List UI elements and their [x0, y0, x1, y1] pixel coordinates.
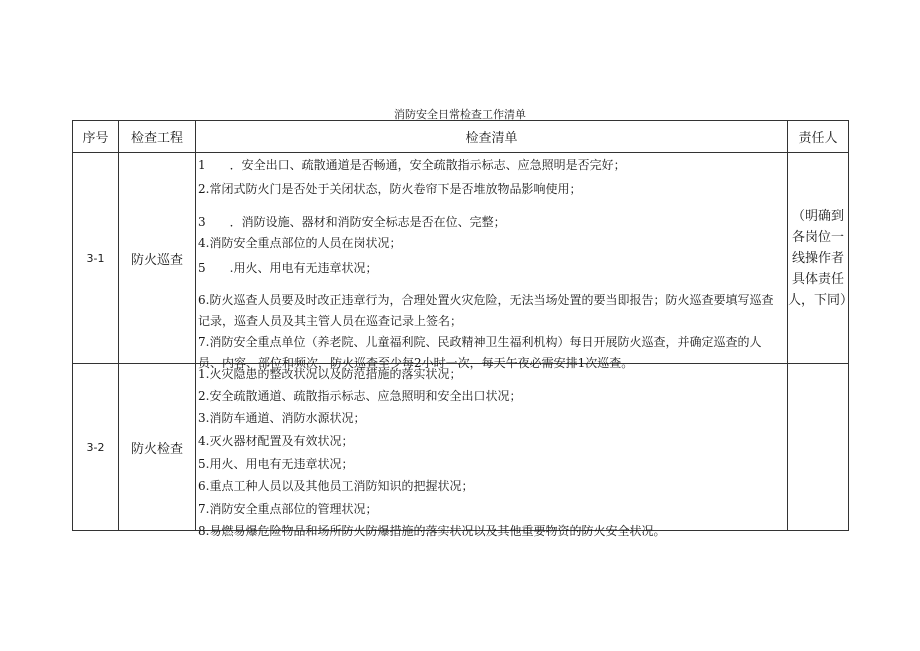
responsible-person: （明确到各岗位一线操作者具体责任人，下同） — [788, 153, 849, 364]
list-item: 6.防火巡查人员要及时改正违章行为，合理处置火灾危险，无法当场处置的要当即报告；防火巡查要填写巡查记录，巡查人员及其主管人员在巡查记录上签名； — [198, 293, 774, 328]
header-row — [73, 121, 849, 153]
inspection-project: 防火巡查 — [119, 153, 196, 364]
header-responsible: 责任人 — [788, 121, 849, 153]
list-item: 6.重点工种人员以及其他员工消防知识的把握状况； — [198, 479, 474, 493]
row-number: 3-1 — [73, 153, 119, 364]
list-item: 5.用火、用电有无违章状况； — [198, 457, 354, 471]
document-title: 消防安全日常检查工作清单 — [394, 108, 526, 121]
checklist-cell — [196, 153, 788, 370]
inspection-project: 防火检查 — [119, 364, 196, 531]
list-item: 8.易燃易爆危险物品和场所防火防爆措施的落实状况以及其他重要物资的防火安全状况。 — [198, 524, 666, 538]
list-item: 4.消防安全重点部位的人员在岗状况； — [198, 236, 402, 250]
header-project: 检查工程 — [119, 121, 196, 153]
list-item: 1 ．安全出口、疏散通道是否畅通，安全疏散指示标志、应急照明是否完好； — [198, 158, 626, 172]
list-item: 2.常闭式防火门是否处于关闭状态，防火卷帘下是否堆放物品影响使用； — [198, 182, 582, 196]
responsible-person — [788, 364, 849, 531]
list-item: 7.消防安全重点部位的管理状况； — [198, 502, 378, 516]
list-item: 1.火灾隐患的整改状况以及防范措施的落实状况； — [198, 367, 462, 381]
table-row — [73, 153, 849, 364]
table-row — [73, 364, 849, 531]
checklist-table — [72, 120, 854, 538]
list-item: 3 ．消防设施、器材和消防安全标志是否在位、完整； — [198, 215, 506, 229]
list-item: 3.消防车通道、消防水源状况； — [198, 411, 366, 425]
header-list: 检查清单 — [196, 121, 788, 153]
header-no: 序号 — [73, 121, 119, 153]
list-item: 2.安全疏散通道、疏散指示标志、应急照明和安全出口状况； — [198, 389, 522, 403]
list-item: 4.灭火器材配置及有效状况； — [198, 434, 354, 448]
checklist-cell — [196, 364, 788, 538]
list-item: 5 .用火、用电有无违章状况； — [198, 261, 378, 275]
list-item: 7.消防安全重点单位（养老院、儿童福利院、民政精神卫生福利机构）每日开展防火巡查，并确定巡查的人员、内容、部位和频次，防火巡查至少每2小时一次，每天午夜必需安排1次巡查。 — [198, 335, 762, 370]
row-number: 3-2 — [73, 364, 119, 531]
